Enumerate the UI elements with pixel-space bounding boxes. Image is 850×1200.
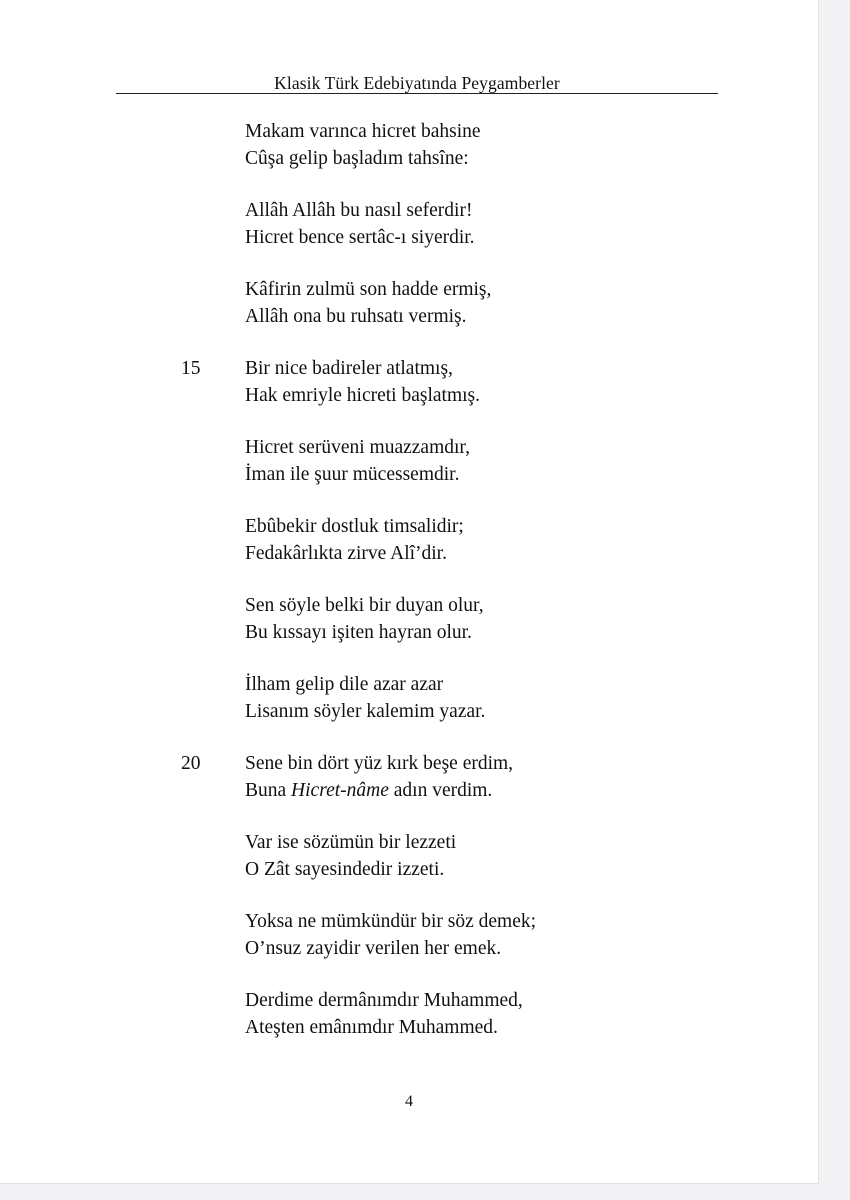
stanza [245,750,513,804]
stanza [245,197,475,251]
verse-line: Bir nice badireler atlatmış, [245,358,453,379]
verse-line: Allâh Allâh bu nasıl seferdir! [245,200,473,221]
verse-line: Allâh ona bu ruhsatı vermiş. [245,306,467,327]
verse-line: Kâfirin zulmü son hadde ermiş, [245,279,492,300]
stanza [245,671,485,725]
verse-line: İlham gelip dile azar azar [245,674,444,695]
verse-text: Buna [245,780,292,801]
verse-line: Hicret bence sertâc-ı siyerdir. [245,227,475,248]
stanza [245,592,484,646]
stanza [245,513,464,567]
verse-line: O’nsuz zayidir verilen her emek. [245,938,502,959]
verse-line: Sen söyle belki bir duyan olur, [245,595,484,616]
stanza [245,355,480,409]
verse-line: Cûşa gelip başladım tahsîne: [245,148,469,169]
stanza [245,829,456,883]
verse-line: Derdime dermânımdır Muhammed, [245,990,523,1011]
verse-text: adın verdim. [388,780,493,801]
verse-line: İman ile şuur mücessemdir. [245,464,460,485]
verse-line: Hicret serüveni muazzamdır, [245,437,470,458]
verse-line: Lisanım söyler kalemim yazar. [245,701,486,722]
verse-line: Ebûbekir dostluk timsalidir; [245,516,464,537]
verse-line: Makam varınca hicret bahsine [245,121,481,142]
verse-line: Hak emriyle hicreti başlatmış. [245,385,481,406]
stanza [245,434,470,488]
running-header: Klasik Türk Edebiyatında Peygamberler [274,73,560,93]
stanza [245,118,481,172]
verse-line: Bu kıssayı işiten hayran olur. [245,622,472,643]
verse-line [245,777,513,804]
italic-title: Hicret-nâme [291,780,389,801]
verse-line: Fedakârlıkta zirve Alî’dir. [245,543,447,564]
verse-line: Ateşten emânımdır Muhammed. [245,1017,498,1038]
line-number: 15 [181,358,201,379]
header-rule [116,93,718,94]
verse-line: Var ise sözümün bir lezzeti [245,832,457,853]
stanza [245,987,523,1041]
verse-line: O Zât sayesindedir izzeti. [245,859,445,880]
verse-line: Yoksa ne mümkündür bir söz demek; [245,911,537,932]
line-number: 20 [181,753,201,774]
stanza [245,276,491,330]
page-number: 4 [405,1093,413,1110]
stanza [245,908,536,962]
verse-line: Sene bin dört yüz kırk beşe erdim, [245,753,514,774]
